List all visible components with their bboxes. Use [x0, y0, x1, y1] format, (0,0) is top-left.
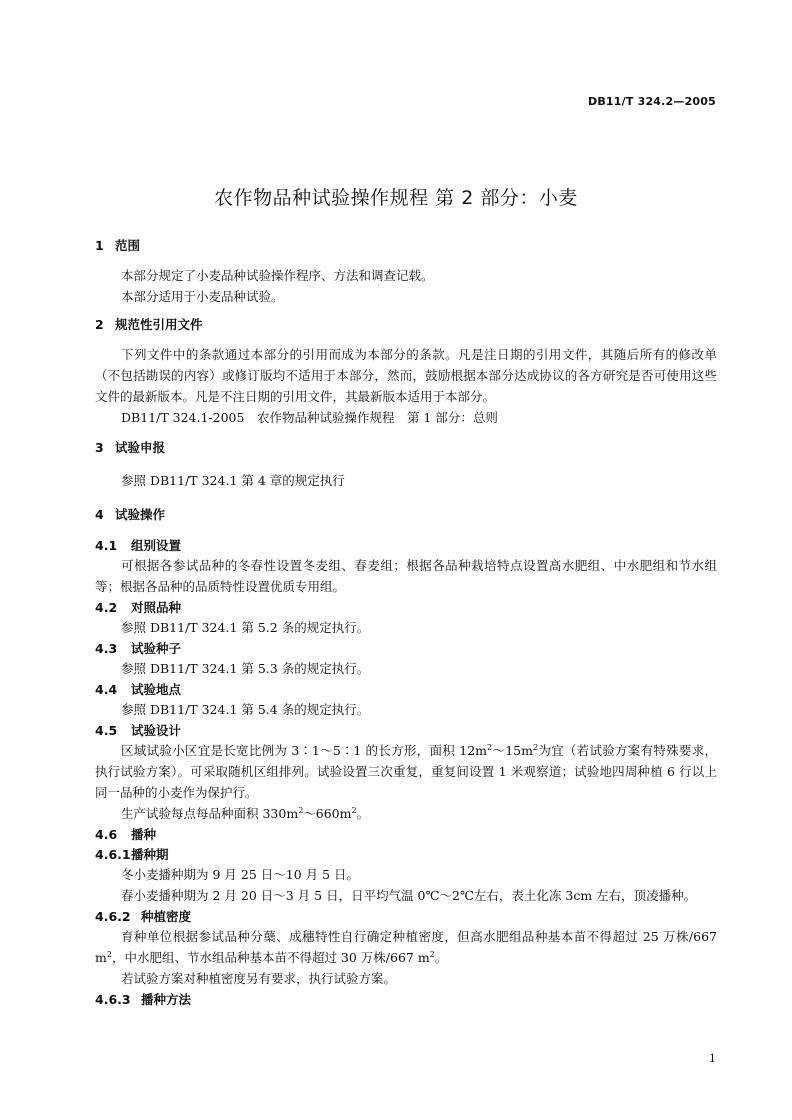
subsection-number: 4.6.2: [95, 908, 131, 924]
subsection-title: 组别设置: [131, 538, 182, 553]
document-code: DB11/T 324.2—2005: [588, 95, 716, 108]
subsection-title: 试验地点: [131, 682, 182, 697]
section-title: 试验操作: [115, 507, 166, 522]
section-number: 2: [95, 316, 104, 332]
page-number: 1: [709, 1052, 716, 1065]
subsection-4-2-heading: [95, 597, 717, 617]
paragraph: [95, 740, 717, 803]
subsection-number: 4.6.1: [95, 846, 131, 862]
paragraph: 春小麦播种期为 2 月 20 日～3 月 5 日，日平均气温 0℃～2℃左右，表土化冻 3cm 左右，顶凌播种。: [121, 888, 697, 903]
text-run: 区域试验小区宜是长宽比例为 3∶1～5∶1 的长方形，面积 12m: [121, 743, 488, 758]
section-2-heading: [95, 315, 717, 333]
subsection-4-4-heading: [95, 679, 717, 699]
section-4-heading: [95, 505, 717, 523]
superscript: 2: [298, 805, 304, 815]
paragraph: 本部分适用于小麦品种试验。: [121, 289, 284, 304]
subsection-title: 播种方法: [141, 992, 192, 1007]
text-run: 为宜（若试验方案有特殊要求，执行试验方案）。可采取随机区组排列。试验设置三次重复，重复间设置 1 米观察道；试验地四周种植 6 行以上同一品种的小麦作为保护行。: [95, 743, 717, 800]
subsection-4-5-heading: [95, 720, 717, 740]
subsection-number: 4.6: [95, 826, 118, 842]
superscript: 2: [429, 949, 435, 959]
superscript: 2: [351, 805, 357, 815]
text-run: ～660m: [303, 806, 352, 821]
subsection-number: 4.6.3: [95, 991, 131, 1007]
paragraph: 参照 DB11/T 324.1 第 5.3 条的规定执行。: [121, 661, 370, 676]
superscript: 2: [532, 742, 539, 752]
subsection-number: 4.3: [95, 640, 118, 656]
section-title: 范围: [115, 238, 141, 253]
superscript: 2: [487, 742, 493, 752]
subsection-4-3-heading: [95, 638, 717, 658]
paragraph: 下列文件中的条款通过本部分的引用而成为本部分的条款。凡是注日期的引用文件，其随后所有的修改单（不包括勘误的内容）或修订版均不适用于本部分，然而，鼓励根据本部分达成协议的各方研究是否可使用这些文件的最新版本。凡是不注日期的引用文件，其最新版本适用于本部分。: [95, 347, 717, 404]
text-run: 。: [356, 806, 370, 821]
document-body: [95, 236, 717, 1009]
subsection-4-6-3-heading: [95, 989, 717, 1009]
section-3-heading: [95, 438, 717, 456]
subsection-4-1-heading: [95, 535, 717, 555]
text-run: 。: [434, 950, 448, 965]
paragraph: 参照 DB11/T 324.1 第 5.2 条的规定执行。: [121, 620, 370, 635]
paragraph: 本部分规定了小麦品种试验操作程序、方法和调查记载。: [121, 268, 434, 283]
superscript: 2: [106, 949, 112, 959]
subsection-title: 种植密度: [141, 909, 192, 924]
subsection-title: 试验种子: [131, 641, 182, 656]
normative-reference: DB11/T 324.1-2005 农作物品种试验操作规程 第 1 部分：总则: [121, 410, 498, 425]
section-number: 4: [95, 506, 104, 522]
paragraph: 冬小麦播种期为 9 月 25 日～10 月 5 日。: [121, 867, 360, 882]
subsection-number: 4.5: [95, 722, 118, 738]
paragraph: 若试验方案对种植密度另有要求，执行试验方案。: [121, 971, 397, 986]
subsection-number: 4.4: [95, 681, 118, 697]
section-title: 试验申报: [115, 440, 166, 455]
section-number: 3: [95, 439, 104, 455]
subsection-4-6-2-heading: [95, 906, 717, 926]
text-run: 育种单位根据参试品种分蘖、成穗特性自行确定种植密度，但高水肥组品种基本苗不得超过 25 万株/667 m: [95, 929, 717, 965]
subsection-title: 试验设计: [131, 723, 182, 738]
text-run: 生产试验每点每品种面积 330m: [121, 806, 299, 821]
paragraph: 参照 DB11/T 324.1 第 4 章的规定执行: [121, 473, 345, 488]
subsection-4-6-heading: [95, 824, 717, 844]
text-run: ～15m: [492, 743, 533, 758]
paragraph: [95, 803, 717, 824]
section-number: 1: [95, 237, 104, 253]
subsection-title: 播种: [131, 827, 157, 842]
paragraph: 可根据各参试品种的冬春性设置冬麦组、春麦组；根据各品种栽培特点设置高水肥组、中水肥组和节水组等；根据各品种的品质特性设置优质专用组。: [95, 558, 717, 594]
subsection-4-6-1-heading: [95, 844, 717, 864]
subsection-title: 对照品种: [131, 600, 182, 615]
section-1-heading: [95, 236, 717, 254]
section-title: 规范性引用文件: [115, 317, 203, 332]
paragraph: [95, 926, 717, 968]
subsection-number: 4.1: [95, 537, 118, 553]
subsection-number: 4.2: [95, 599, 118, 615]
subsection-title: 播种期: [131, 847, 169, 862]
paragraph: 参照 DB11/T 324.1 第 5.4 条的规定执行。: [121, 702, 370, 717]
document-title: 农作物品种试验操作规程 第 2 部分：小麦: [214, 187, 578, 209]
text-run: ，中水肥组、节水组品种基本苗不得超过 30 万株/667 m: [111, 950, 430, 965]
